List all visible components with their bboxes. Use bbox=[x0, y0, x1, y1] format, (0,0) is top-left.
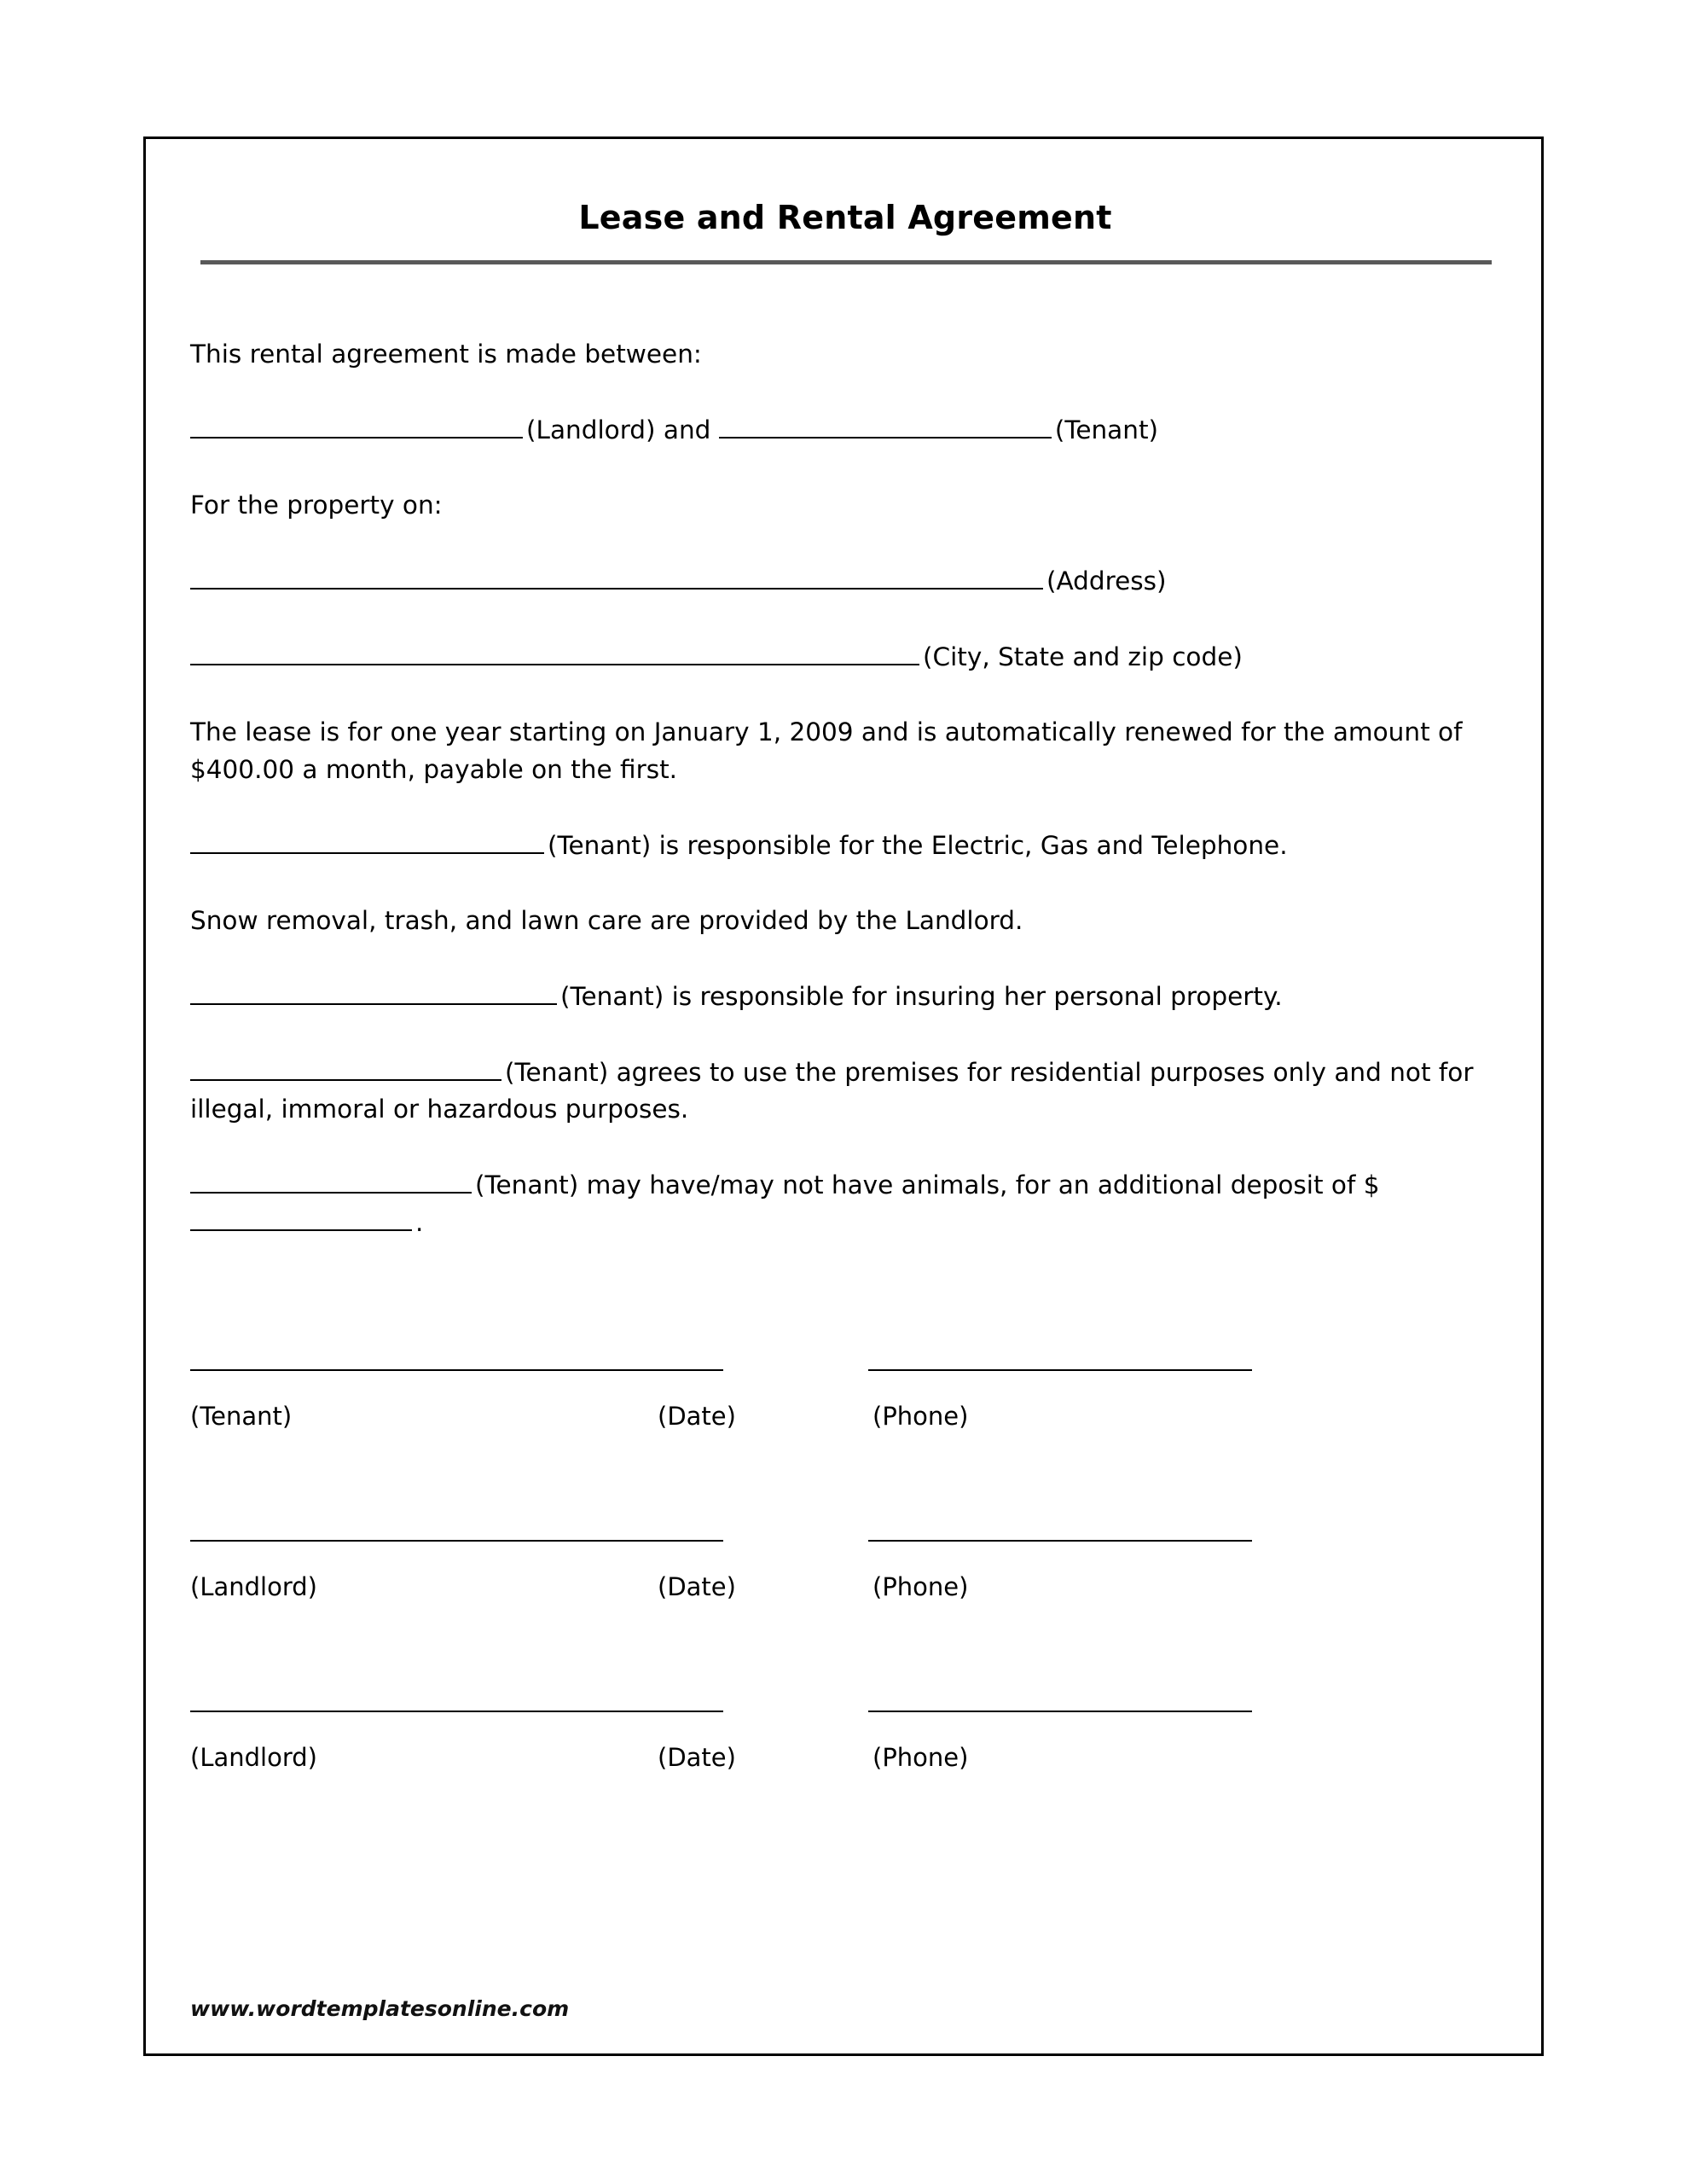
tenant-name-blank[interactable] bbox=[719, 415, 1052, 439]
utilities-clause-text: (Tenant) is responsible for the Electric, Gas and Telephone. bbox=[548, 830, 1288, 860]
insurance-clause-text: (Tenant) is responsible for insuring her personal property. bbox=[560, 981, 1283, 1011]
landlord2-phone-line[interactable] bbox=[868, 1711, 1252, 1712]
address-label: (Address) bbox=[1046, 566, 1167, 595]
pets-clause-line1: (Tenant) may have/may not have animals, for an additional deposit bbox=[475, 1170, 1324, 1199]
intro-paragraph: This rental agreement is made between: bbox=[190, 340, 702, 369]
address-line bbox=[190, 563, 1500, 601]
document-content bbox=[190, 177, 1500, 2036]
signature-section bbox=[190, 1369, 1500, 1881]
signature-row-landlord-2 bbox=[190, 1711, 1500, 1881]
footer-website: www.wordtemplatesonline.com bbox=[190, 1996, 570, 2021]
page-title: Lease and Rental Agreement bbox=[578, 199, 1112, 236]
landlord2-signature-label: (Landlord) bbox=[190, 1743, 317, 1773]
use-tenant-blank[interactable] bbox=[190, 1058, 501, 1081]
tenant-label: (Tenant) bbox=[1054, 415, 1159, 444]
insurance-tenant-blank[interactable] bbox=[190, 982, 557, 1005]
city-line bbox=[190, 639, 1500, 677]
use-clause-line2: and not for illegal, immoral or hazardous purposes. bbox=[190, 1057, 1474, 1124]
landlord1-phone-line[interactable] bbox=[868, 1540, 1252, 1542]
tenant-signature-line[interactable] bbox=[190, 1369, 723, 1371]
term-paragraph: The lease is for one year starting on January 1, 2009 and is automatically renewed for the amount of $400.00 a month, payable on the first. bbox=[190, 717, 1463, 784]
services-paragraph: Snow removal, trash, and lawn care are provided by the Landlord. bbox=[190, 906, 1023, 936]
city-state-zip-blank[interactable] bbox=[190, 642, 919, 665]
tenant-phone-line[interactable] bbox=[868, 1369, 1252, 1371]
landlord-label: (Landlord) and bbox=[526, 415, 711, 444]
pets-deposit-prefix: of $ bbox=[1330, 1170, 1380, 1199]
pets-line bbox=[190, 1167, 1500, 1241]
signature-row-landlord-1 bbox=[190, 1540, 1500, 1711]
parties-line bbox=[190, 412, 1500, 450]
landlord2-signature-line[interactable] bbox=[190, 1711, 723, 1712]
tenant-phone-label: (Phone) bbox=[872, 1402, 969, 1432]
insurance-line bbox=[190, 979, 1500, 1016]
address-blank[interactable] bbox=[190, 566, 1043, 590]
landlord1-signature-label: (Landlord) bbox=[190, 1572, 317, 1602]
landlord2-phone-label: (Phone) bbox=[872, 1743, 969, 1773]
property-intro-paragraph: For the property on: bbox=[190, 491, 443, 520]
landlord1-signature-line[interactable] bbox=[190, 1540, 723, 1542]
utilities-tenant-blank[interactable] bbox=[190, 831, 544, 854]
city-label: (City, State and zip code) bbox=[923, 642, 1243, 671]
use-line bbox=[190, 1054, 1500, 1129]
agreement-body bbox=[190, 336, 1500, 1241]
signature-row-tenant bbox=[190, 1369, 1500, 1540]
pets-deposit-suffix: . bbox=[415, 1207, 424, 1237]
pets-deposit-blank[interactable] bbox=[190, 1208, 412, 1231]
landlord-name-blank[interactable] bbox=[190, 415, 523, 439]
document-page bbox=[143, 136, 1544, 2056]
use-clause-line1: (Tenant) agrees to use the premises for residential purposes only bbox=[505, 1057, 1326, 1087]
tenant-date-label: (Date) bbox=[658, 1402, 736, 1432]
utilities-line bbox=[190, 828, 1500, 865]
pets-tenant-blank[interactable] bbox=[190, 1170, 472, 1194]
tenant-signature-label: (Tenant) bbox=[190, 1402, 293, 1432]
title-divider bbox=[200, 260, 1492, 264]
landlord1-phone-label: (Phone) bbox=[872, 1572, 969, 1602]
landlord2-date-label: (Date) bbox=[658, 1743, 736, 1773]
landlord1-date-label: (Date) bbox=[658, 1572, 736, 1602]
